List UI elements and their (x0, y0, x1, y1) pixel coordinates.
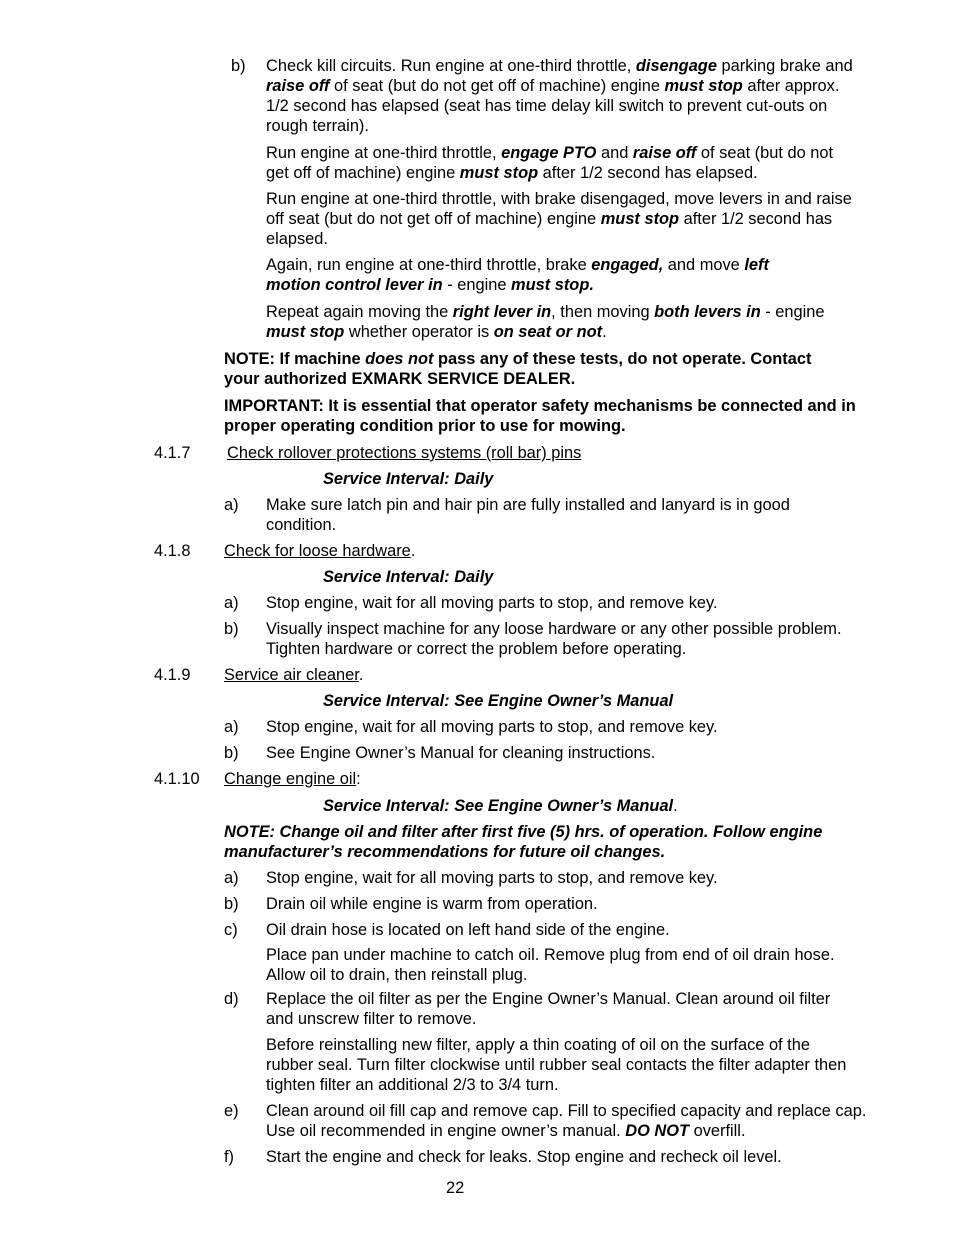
oil-filter-continuation: Before reinstalling new filter, apply a thin coating of oil on the surface of the rubber seal. Turn filter clockwise until rubber seal contacts the filter adapter then tighten filter an additional 2/3 to 3/4 turn. (266, 1036, 847, 1094)
section-number-4-1-9: 4.1.9 (154, 666, 191, 684)
section-title-4-1-8: Check for loose hardware (224, 542, 411, 560)
list-label-a: a) (224, 869, 239, 887)
oil-change-note: NOTE: Change oil and filter after first five (5) hrs. of operation. Follow engine manufacturer’s recommendations for future oil changes. (224, 823, 823, 861)
important-note: IMPORTANT: It is essential that operator safety mechanisms be connected and in proper operating condition prior to use for mowing. (224, 397, 856, 435)
drain-hose-continuation: Place pan under machine to catch oil. Remove plug from end of oil drain hose. Allow oil to drain, then reinstall plug. (266, 946, 835, 984)
page-number: 22 (446, 1179, 465, 1197)
section-title-4-1-7: Check rollover protections systems (roll bar) pins (227, 444, 582, 462)
service-interval-4-1-8: Service Interval: Daily (323, 568, 494, 586)
section-title-4-1-10: Change engine oil (224, 770, 357, 788)
list-label-b: b) (231, 57, 246, 75)
latch-pin-step: Make sure latch pin and hair pin are fully installed and lanyard is in good condition. (266, 496, 790, 534)
stop-engine-step: Stop engine, wait for all moving parts to stop, and remove key. (266, 594, 718, 612)
levers-test-paragraph: Run engine at one-third throttle, with brake disengaged, move levers in and raise off seat (but do not get off of machine) engine must stop after 1/2 second has elapsed. (266, 190, 852, 248)
list-label-e: e) (224, 1102, 239, 1120)
stop-engine-step: Stop engine, wait for all moving parts to stop, and remove key. (266, 869, 718, 887)
service-interval-4-1-9: Service Interval: See Engine Owner’s Manual (323, 692, 674, 710)
section-heading-4-1-9: Service air cleaner. (224, 666, 364, 684)
section-heading-4-1-8: Check for loose hardware. (224, 542, 416, 560)
list-label-a: a) (224, 594, 239, 612)
list-label-b: b) (224, 895, 239, 913)
drain-hose-step: Oil drain hose is located on left hand side of the engine. (266, 921, 670, 939)
cleaning-instructions-step: See Engine Owner’s Manual for cleaning instructions. (266, 744, 656, 762)
section-number-4-1-10: 4.1.10 (154, 770, 200, 788)
section-number-4-1-8: 4.1.8 (154, 542, 191, 560)
stop-engine-step: Stop engine, wait for all moving parts to stop, and remove key. (266, 718, 718, 736)
list-label-a: a) (224, 496, 239, 514)
section-title-4-1-9: Service air cleaner (224, 666, 359, 684)
list-label-a: a) (224, 718, 239, 736)
kill-circuit-step: Check kill circuits. Run engine at one-third throttle, disengage parking brake and raise off of seat (but do not get off of machine) engine must stop after approx. 1/2 second has elapsed (seat has time delay kill switch to prevent cut-outs on rough terrain). (266, 57, 853, 135)
list-label-b: b) (224, 620, 239, 638)
section-number-4-1-7: 4.1.7 (154, 444, 191, 462)
note-tests: NOTE: If machine does not pass any of these tests, do not operate. Contact your authorized EXMARK SERVICE DEALER. (224, 350, 812, 388)
drain-oil-step: Drain oil while engine is warm from operation. (266, 895, 598, 913)
service-interval-4-1-7: Service Interval: Daily (323, 470, 494, 488)
leak-check-step: Start the engine and check for leaks. Stop engine and recheck oil level. (266, 1148, 782, 1166)
oil-fill-step: Clean around oil fill cap and remove cap. Fill to specified capacity and replace cap. Use oil recommended in engine owner’s manual. DO NOT overfill. (266, 1102, 867, 1140)
section-heading-4-1-10: Change engine oil: (224, 770, 361, 788)
left-lever-test-paragraph: Again, run engine at one-third throttle, brake engaged, and move left motion control lever in - engine must stop. (266, 256, 769, 294)
list-label-d: d) (224, 990, 239, 1008)
inspect-hardware-step: Visually inspect machine for any loose hardware or any other possible problem. Tighten hardware or correct the problem before operating. (266, 620, 842, 658)
pto-test-paragraph: Run engine at one-third throttle, engage PTO and raise off of seat (but do not get off of machine) engine must stop after 1/2 second has elapsed. (266, 144, 834, 182)
list-label-b: b) (224, 744, 239, 762)
list-label-f: f) (224, 1148, 235, 1166)
oil-filter-step: Replace the oil filter as per the Engine Owner’s Manual. Clean around oil filter and unscrew filter to remove. (266, 990, 831, 1028)
right-lever-test-paragraph: Repeat again moving the right lever in, then moving both levers in - engine must stop whether operator is on seat or not. (266, 303, 825, 341)
service-interval-4-1-10: Service Interval: See Engine Owner’s Manual. (323, 797, 678, 815)
list-label-c: c) (224, 921, 238, 939)
